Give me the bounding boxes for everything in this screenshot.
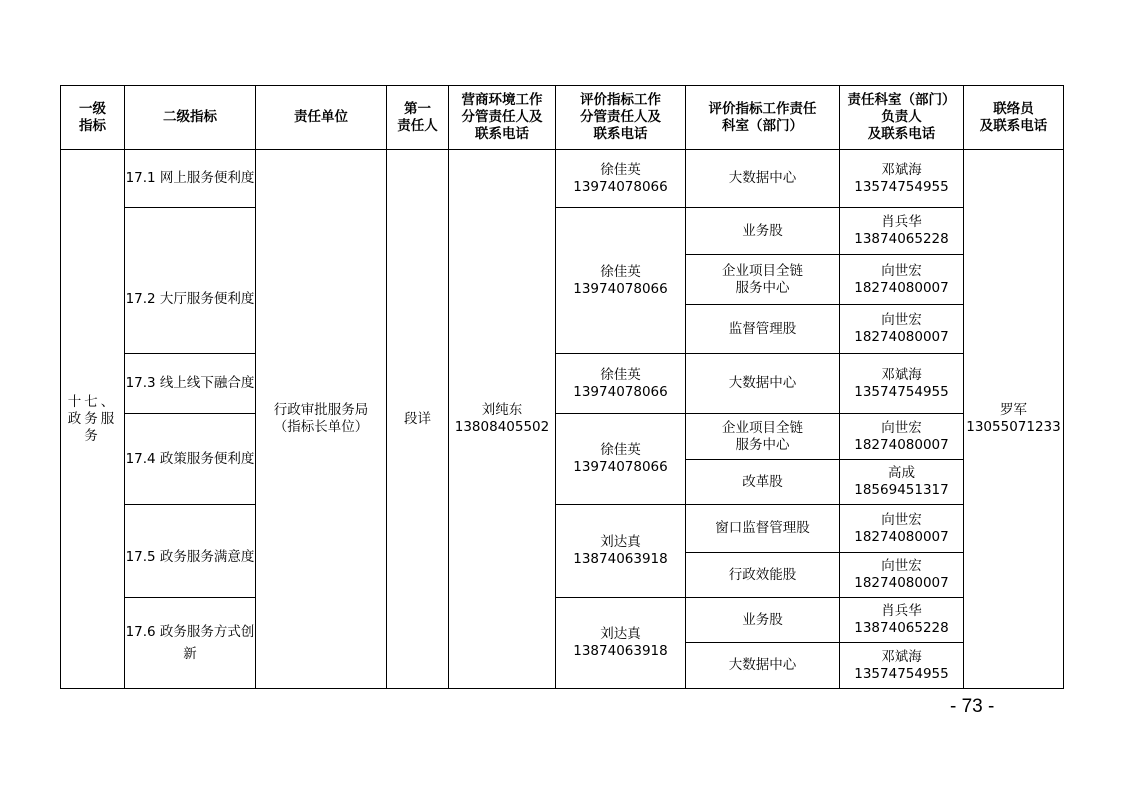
dept-head: 高成 18569451317: [840, 460, 964, 505]
table-row: [61, 598, 1064, 643]
dept-head: 邓斌海 13574754955: [840, 354, 964, 414]
env-manager: 刘纯东 13808405502: [449, 150, 556, 689]
first-responsible-person: 段详: [387, 150, 449, 689]
header-env-manager: 营商环境工作 分管责任人及 联系电话: [449, 86, 556, 150]
dept-head: 向世宏 18274080007: [840, 414, 964, 460]
table-row: [61, 505, 1064, 553]
dept: 改革股: [686, 460, 840, 505]
level2-indicator: 17.2 大厅服务便利度: [125, 208, 256, 354]
header-dept-head: 责任科室（部门） 负责人 及联系电话: [840, 86, 964, 150]
header-dept: 评价指标工作责任 科室（部门）: [686, 86, 840, 150]
dept: 监督管理股: [686, 305, 840, 354]
level2-indicator: 17.6 政务服务方式创新: [125, 598, 256, 689]
dept: 大数据中心: [686, 150, 840, 208]
table-row: [61, 354, 1064, 414]
dept: 企业项目全链 服务中心: [686, 255, 840, 305]
dept: 企业项目全链 服务中心: [686, 414, 840, 460]
header-level1: 一级 指标: [61, 86, 125, 150]
level2-indicator: 17.4 政策服务便利度: [125, 414, 256, 505]
dept-head: 向世宏 18274080007: [840, 553, 964, 598]
eval-manager: 徐佳英 13974078066: [556, 208, 686, 354]
dept-head: 邓斌海 13574754955: [840, 150, 964, 208]
level1-indicator: 十七、政务服务: [61, 150, 125, 689]
eval-manager: 刘达真 13874063918: [556, 598, 686, 689]
dept: 业务股: [686, 598, 840, 643]
dept: 业务股: [686, 208, 840, 255]
dept-head: 向世宏 18274080007: [840, 305, 964, 354]
header-level2: 二级指标: [125, 86, 256, 150]
responsible-unit: 行政审批服务局 （指标长单位）: [256, 150, 387, 689]
header-unit: 责任单位: [256, 86, 387, 150]
level2-indicator: 17.1 网上服务便利度: [125, 150, 256, 208]
dept: 大数据中心: [686, 354, 840, 414]
eval-manager: 徐佳英 13974078066: [556, 354, 686, 414]
header-first-person: 第一 责任人: [387, 86, 449, 150]
dept-head: 向世宏 18274080007: [840, 255, 964, 305]
page-number: - 73 -: [950, 696, 995, 717]
eval-manager: 徐佳英 13974078066: [556, 150, 686, 208]
liaison: 罗军 13055071233: [964, 150, 1064, 689]
table-row: [61, 208, 1064, 255]
dept: 行政效能股: [686, 553, 840, 598]
dept-head: 向世宏 18274080007: [840, 505, 964, 553]
dept-head: 肖兵华 13874065228: [840, 598, 964, 643]
table-row: [61, 150, 1064, 208]
level2-indicator: 17.3 线上线下融合度: [125, 354, 256, 414]
dept: 大数据中心: [686, 643, 840, 689]
header-liaison: 联络员 及联系电话: [964, 86, 1064, 150]
dept-head: 邓斌海 13574754955: [840, 643, 964, 689]
eval-manager: 刘达真 13874063918: [556, 505, 686, 598]
dept-head: 肖兵华 13874065228: [840, 208, 964, 255]
table-row: [61, 414, 1064, 460]
eval-manager: 徐佳英 13974078066: [556, 414, 686, 505]
header-row: [61, 86, 1064, 150]
level2-indicator: 17.5 政务服务满意度: [125, 505, 256, 598]
responsibility-table: [60, 85, 1064, 689]
dept: 窗口监督管理股: [686, 505, 840, 553]
header-eval-manager: 评价指标工作 分管责任人及 联系电话: [556, 86, 686, 150]
